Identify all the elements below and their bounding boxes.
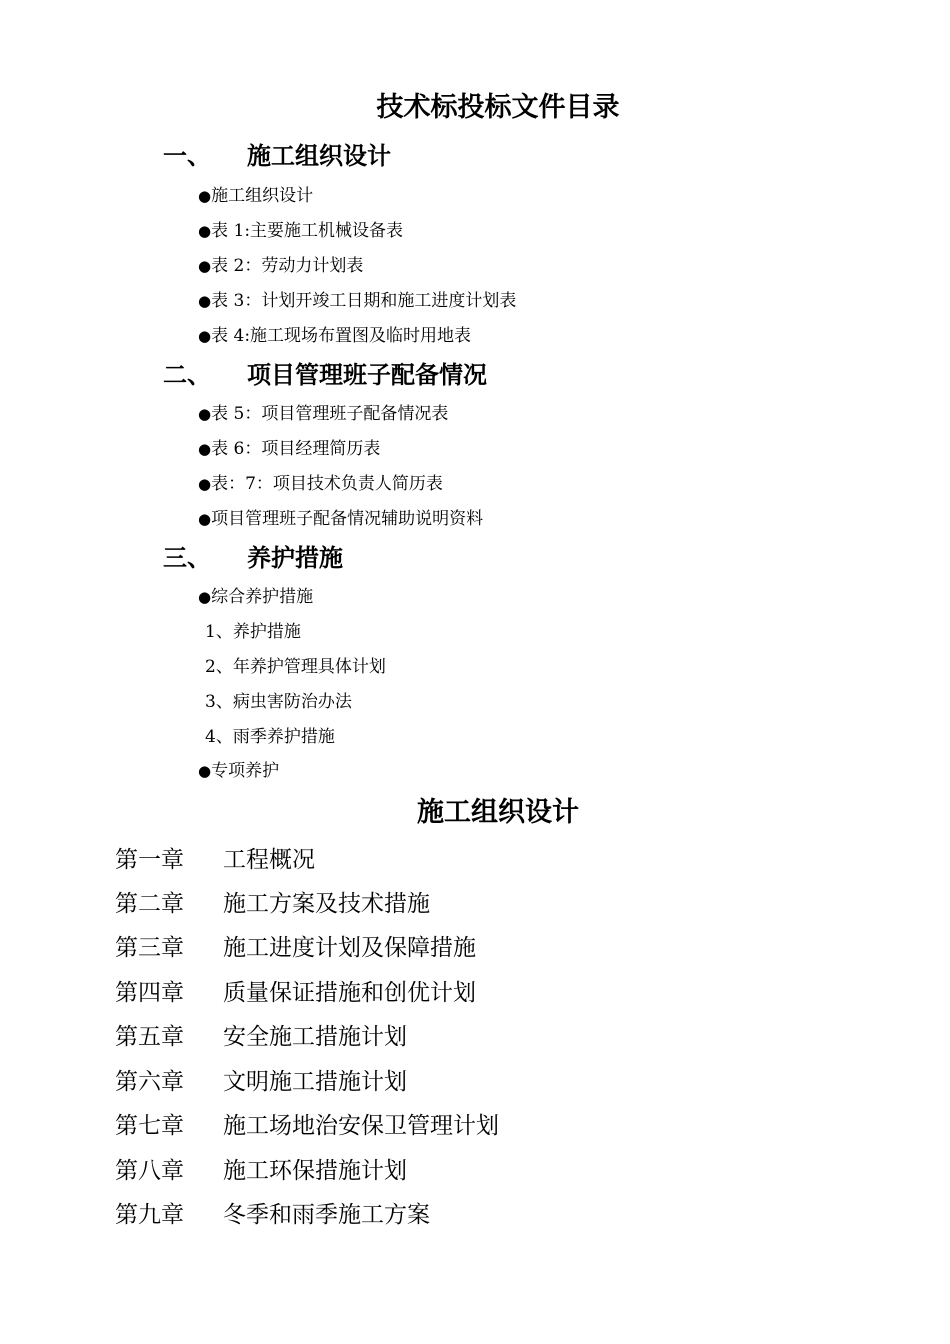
- chapter-item: [115, 978, 476, 1008]
- list-item: 4、雨季养护措施: [205, 727, 335, 747]
- chapter-number: 第七章: [115, 1113, 184, 1139]
- bullet-icon: ●: [198, 762, 212, 780]
- chapter-title: 施工环保措施计划: [223, 1158, 407, 1184]
- section-title: 项目管理班子配备情况: [247, 361, 487, 389]
- chapter-title: 施工方案及技术措施: [223, 891, 430, 917]
- bullet-icon: ●: [198, 292, 212, 310]
- chapter-title: 施工进度计划及保障措施: [223, 935, 476, 961]
- chapter-number: 第九章: [115, 1202, 184, 1228]
- chapter-number: 第三章: [115, 935, 184, 961]
- section-heading-3: [163, 543, 343, 573]
- list-item: 3、病虫害防治办法: [205, 692, 352, 712]
- section-title: 施工组织设计: [247, 142, 391, 170]
- chapter-item: [115, 1067, 407, 1097]
- bullet-icon: ●: [198, 588, 212, 606]
- chapter-number: 第二章: [115, 891, 184, 917]
- chapter-item: [115, 1156, 407, 1186]
- list-item: ●表 3：计划开竣工日期和施工进度计划表: [198, 291, 517, 311]
- list-item: ●施工组织设计: [198, 186, 314, 206]
- chapter-item: [115, 1200, 430, 1230]
- bullet-icon: ●: [198, 257, 212, 275]
- section-number: 二、: [163, 361, 211, 389]
- bullet-icon: ●: [198, 475, 212, 493]
- chapter-item: [115, 1111, 499, 1141]
- chapter-title: 安全施工措施计划: [223, 1024, 407, 1050]
- chapter-item: [115, 933, 476, 963]
- list-item: 2、年养护管理具体计划: [205, 657, 386, 677]
- chapter-item: [115, 845, 315, 875]
- list-item: ●表 1:主要施工机械设备表: [198, 221, 404, 241]
- list-item: 1、养护措施: [205, 622, 301, 642]
- list-item: ●综合养护措施: [198, 587, 314, 607]
- bullet-icon: ●: [198, 187, 212, 205]
- section-heading-1: [163, 141, 391, 171]
- chapter-title: 冬季和雨季施工方案: [223, 1202, 430, 1228]
- list-item: ●项目管理班子配备情况辅助说明资料: [198, 509, 484, 529]
- list-item: ●专项养护: [198, 761, 280, 781]
- bullet-icon: ●: [198, 327, 212, 345]
- chapter-item: [115, 889, 430, 919]
- chapter-number: 第五章: [115, 1024, 184, 1050]
- section-title: 养护措施: [247, 544, 343, 572]
- bullet-icon: ●: [198, 510, 212, 528]
- list-item: ●表 2：劳动力计划表: [198, 256, 364, 276]
- chapter-item: [115, 1022, 407, 1052]
- section-heading-2: [163, 360, 487, 390]
- chapter-title: 施工场地治安保卫管理计划: [223, 1113, 499, 1139]
- section-number: 一、: [163, 142, 211, 170]
- chapter-title: 工程概况: [223, 847, 315, 873]
- bullet-icon: ●: [198, 440, 212, 458]
- bullet-icon: ●: [198, 405, 212, 423]
- chapter-title: 文明施工措施计划: [223, 1069, 407, 1095]
- list-item: ●表 5：项目管理班子配备情况表: [198, 404, 449, 424]
- main-title: 技术标投标文件目录: [376, 92, 620, 123]
- chapter-number: 第一章: [115, 847, 184, 873]
- chapter-title: 质量保证措施和创优计划: [223, 980, 476, 1006]
- chapter-number: 第四章: [115, 980, 184, 1006]
- chapter-number: 第八章: [115, 1158, 184, 1184]
- list-item: ●表 4:施工现场布置图及临时用地表: [198, 326, 472, 346]
- section-number: 三、: [163, 544, 211, 572]
- list-item: ●表 6：项目经理简历表: [198, 439, 381, 459]
- bullet-icon: ●: [198, 222, 212, 240]
- second-title: 施工组织设计: [417, 797, 579, 828]
- chapter-number: 第六章: [115, 1069, 184, 1095]
- list-item: ●表：7：项目技术负责人简历表: [198, 474, 443, 494]
